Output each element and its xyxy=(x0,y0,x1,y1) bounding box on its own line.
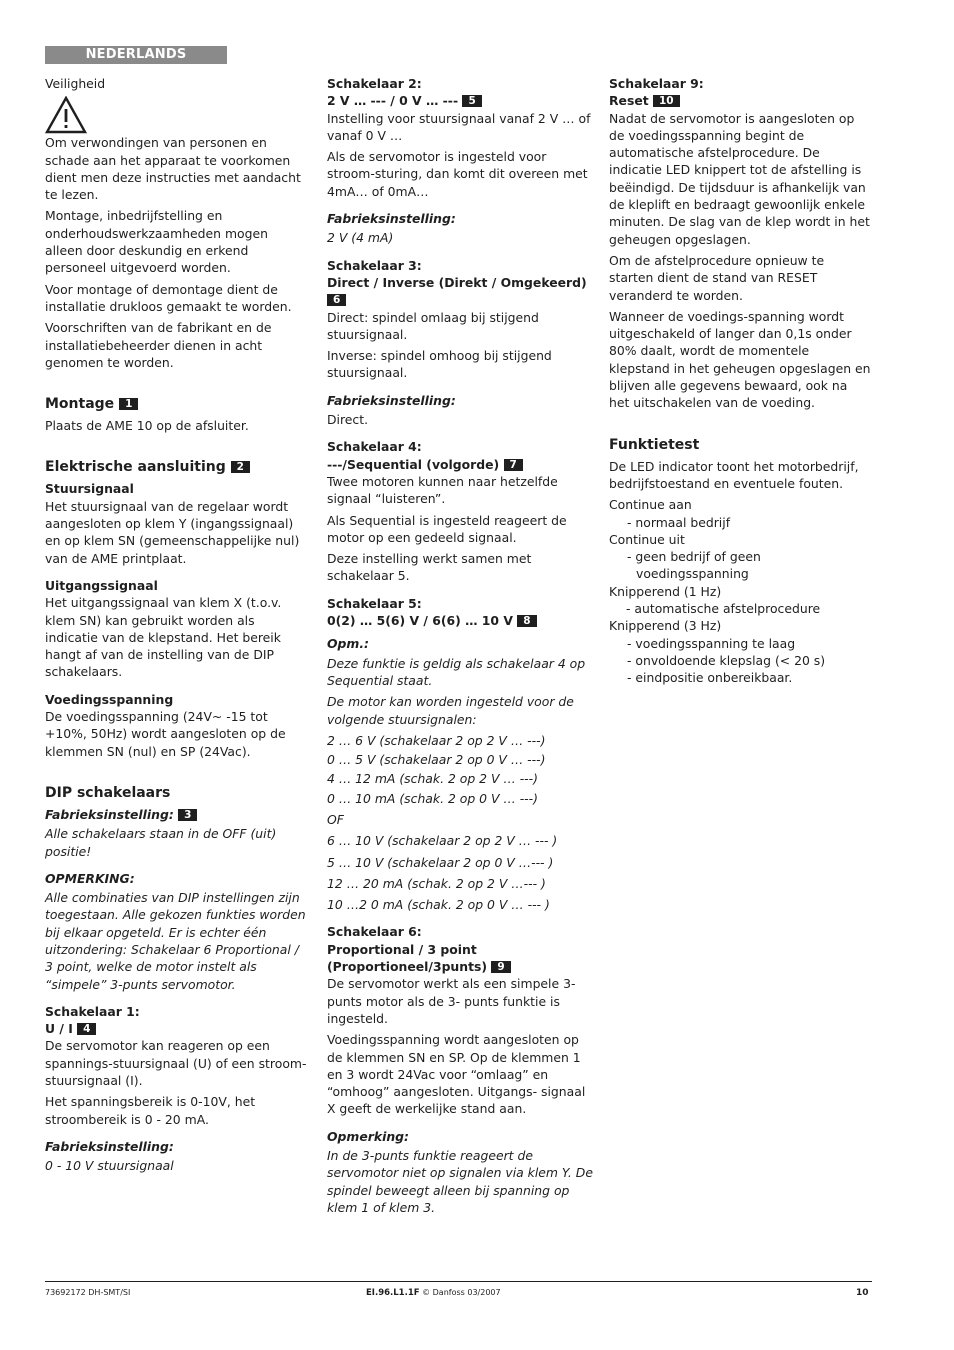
led-state-item: - onvoldoende klepslag (< 20 s) xyxy=(627,652,826,668)
s2-fab-label: Fabrieksinstelling: xyxy=(327,211,456,227)
s6-p1: De servomotor werkt als een simpele 3-punts motor als de 3- punts funktie is ingesteld. xyxy=(327,976,576,1026)
safety-paragraph: Voor montage of demontage dient de installatie drukloos gemaakt te worden. xyxy=(45,281,292,314)
s9-title: Schakelaar 9: xyxy=(609,76,704,91)
s6-opm-text: In de 3-punts funktie reageert de servomotor niet op signalen via klem Y. De spindel beweegt alleen bij spanning op klem 1 of klem 3. xyxy=(327,1148,593,1215)
s1-p1: De servomotor kan reageren op een spannings-stuursignaal (U) of een stroom-stuursignaal (I). xyxy=(45,1038,307,1089)
led-state-item: - normaal bedrijf xyxy=(627,514,731,530)
led-state-label: Knipperend (1 Hz) xyxy=(609,583,722,599)
dip-heading xyxy=(45,784,309,802)
s6-sub1: Proportional / 3 point xyxy=(327,941,477,957)
figure-ref-badge: 5 xyxy=(462,95,481,107)
warning-triangle-icon xyxy=(45,96,87,134)
dip-fab-label: Fabrieksinstelling: 3 xyxy=(45,806,309,823)
montage-text: Plaats de AME 10 op de afsluiter. xyxy=(45,418,249,434)
led-state-item: - geen bedrijf of geen xyxy=(627,549,761,565)
signal-range-item: 0 … 10 mA (schak. 2 op 0 V … ---) xyxy=(327,790,538,806)
func-heading xyxy=(609,436,871,454)
s6-opm-label: Opmerking: xyxy=(327,1128,409,1144)
footer-divider xyxy=(45,1281,872,1282)
s1-fab-text: 0 - 10 V stuursignaal xyxy=(45,1158,174,1174)
column-3 xyxy=(609,75,871,687)
led-state-label: Continue aan xyxy=(609,497,692,513)
montage-heading xyxy=(45,395,309,413)
led-state-item: - voedingsspanning te laag xyxy=(627,635,796,651)
footer-doc-code: 73692172 DH-SMT/SI xyxy=(45,1288,131,1297)
signal-range-item: 12 … 20 mA (schak. 2 op 2 V …--- ) xyxy=(327,875,546,891)
s2-title: Schakelaar 2: xyxy=(327,76,422,91)
s5-title: Schakelaar 5: xyxy=(327,595,422,611)
led-state-label: Knipperend (3 Hz) xyxy=(609,618,722,634)
s1-p2: Het spanningsbereik is 0-10V, het stroombereik is 0 - 20 mA. xyxy=(45,1094,256,1127)
s3-p2: Inverse: spindel omhoog bij stijgend stuursignaal. xyxy=(327,348,552,381)
s3-sub: Direct / Inverse (Direkt / Omgekeerd) 6 xyxy=(327,274,587,307)
stuur-title: Stuursignaal xyxy=(45,481,134,497)
dip-fab-text: Alle schakelaars staan in de OFF (uit) positie! xyxy=(45,826,277,859)
safety-paragraph: Voorschriften van de fabrikant en de installatiebeheerder dienen in acht genomen te worden. xyxy=(45,320,272,370)
opm-label: OPMERKING: xyxy=(45,870,135,886)
s4-sub: ---/Sequential (volgorde) 7 xyxy=(327,456,593,473)
dip-title: DIP schakelaars xyxy=(45,784,171,801)
footer-reference: EI.96.L1.1F © Danfoss 03/2007 xyxy=(366,1288,501,1298)
column-2 xyxy=(327,75,593,1220)
s3-fab-label: Fabrieksinstelling: xyxy=(327,392,456,408)
figure-ref-badge: 3 xyxy=(178,809,197,821)
signal-range-item: 10 …2 0 mA (schak. 2 op 0 V … --- ) xyxy=(327,897,550,913)
stuur-text: Het stuursignaal van de regelaar wordt aangesloten op klem Y (ingangssignaal) en op klem SN (gemeenschappelijke nul) van de AME printplaat. xyxy=(45,498,300,566)
s2-sub: 2 V … --- / 0 V … --- 5 xyxy=(327,92,593,109)
figure-ref-badge: 9 xyxy=(491,961,510,973)
figure-ref-badge: 10 xyxy=(653,95,680,107)
s5-motor-text: De motor kan worden ingesteld voor de volgende stuursignalen: xyxy=(327,694,574,727)
s9-p3: Wanneer de voedings-spanning wordt uitgeschakeld of langer dan 0,1s onder 80% daalt, wordt de momentele klepstand in het geheugen opgeslagen en blijven alle gegevens bewaard, ook na het uitschakelen van de voeding. xyxy=(609,308,871,411)
page-number: 10 xyxy=(856,1288,869,1298)
func-p1: De LED indicator toont het motorbedrijf, bedrijfstoestand en eventuele fouten. xyxy=(609,458,859,491)
opm-text: Alle combinaties van DIP instellingen zijn toegestaan. Alle gekozen funkties worden bij elkaar opgeteld. Er is echter één uitzondering: Schakelaar 6 Proportional / 3 point, welke de motor instelt als “simpele” 3-punts servomotor. xyxy=(45,890,306,992)
s1-sub: U / I 4 xyxy=(45,1020,309,1037)
func-title: Funktietest xyxy=(609,436,700,453)
s1-fab-label: Fabrieksinstelling: xyxy=(45,1138,174,1154)
led-state-item: - automatische afstelprocedure xyxy=(626,601,821,617)
signal-range-item: 5 … 10 V (schakelaar 2 op 0 V …--- ) xyxy=(327,854,554,870)
figure-ref-badge: 6 xyxy=(327,294,346,306)
figure-ref-badge: 2 xyxy=(231,461,250,473)
s4-p2: Als Sequential is ingesteld reageert de motor op een gedeeld signaal. xyxy=(327,512,567,545)
language-header: NEDERLANDS xyxy=(45,46,227,64)
s6-title: Schakelaar 6: xyxy=(327,924,422,940)
s9-p1: Nadat de servomotor is aangesloten op de voedingsspanning begint de automatische afstelprocedure. De indicatie LED knippert tot de afstelling is beëindigd. De tijdsduur is afhankelijk van de kleplift en bedraagt gewoonlijk enkele minuten. De slag van de klep wordt in het geheugen opgeslagen. xyxy=(609,110,870,247)
voed-title: Voedingsspanning xyxy=(45,691,174,707)
column-1 xyxy=(45,75,309,1179)
s1-title: Schakelaar 1: xyxy=(45,1003,140,1019)
s5-sub: 0(2) … 5(6) V / 6(6) … 10 V 8 xyxy=(327,612,593,629)
elec-title: Elektrische aansluiting xyxy=(45,459,226,476)
s2-fab-text: 2 V (4 mA) xyxy=(327,230,394,246)
s5-or: OF xyxy=(327,811,344,827)
s6-p2: Voedingsspanning wordt aangesloten op de klemmen SN en SP. Op de klemmen 1 en 3 wordt 24Vac voor “omlaag” en “omhoog” aangesloten. Uitgangs- signaal X geeft de werkelijke stand aan. xyxy=(327,1032,586,1117)
signal-range-item: 2 … 6 V (schakelaar 2 op 2 V … ---) xyxy=(327,732,546,748)
montage-title: Montage xyxy=(45,396,115,413)
figure-ref-badge: 7 xyxy=(504,459,523,471)
uitg-text: Het uitgangssignaal van klem X (t.o.v. klem SN) kan gebruikt worden als indicatie van de klepstand. Het bereik hangt af van de instelling van de DIP schakelaars. xyxy=(45,595,282,680)
led-state-item: - eindpositie onbereikbaar. xyxy=(627,670,793,686)
signal-range-item: 0 … 5 V (schakelaar 2 op 0 V … ---) xyxy=(327,752,546,768)
elec-heading xyxy=(45,458,309,476)
s2-p2: Als de servomotor is ingesteld voor stroom-sturing, dan komt dit overeen met 4mA… of 0mA… xyxy=(327,149,588,199)
s9-sub: Reset 10 xyxy=(609,92,871,109)
signal-range-item: 6 … 10 V (schakelaar 2 op 2 V … --- ) xyxy=(327,833,558,849)
s4-title: Schakelaar 4: xyxy=(327,439,422,455)
safety-title: Veiligheid xyxy=(45,76,106,91)
s3-p1: Direct: spindel omlaag bij stijgend stuursignaal. xyxy=(327,309,539,342)
s4-p1: Twee motoren kunnen naar hetzelfde signaal “luisteren”. xyxy=(327,473,558,507)
uitg-title: Uitgangssignaal xyxy=(45,577,158,593)
figure-ref-badge: 8 xyxy=(517,615,536,627)
s5-opm-label: Opm.: xyxy=(327,636,369,652)
signal-range-item: 4 … 12 mA (schak. 2 op 2 V … ---) xyxy=(327,771,538,787)
s2-p1: Instelling voor stuursignaal vanaf 2 V … of vanaf 0 V … xyxy=(327,110,591,143)
s5-opm-text: Deze funktie is geldig als schakelaar 4 op Sequential staat. xyxy=(327,655,586,688)
figure-ref-badge: 1 xyxy=(119,398,138,410)
s3-fab-text: Direct. xyxy=(327,412,369,428)
led-state-label: Continue uit xyxy=(609,531,685,547)
s9-p2: Om de afstelprocedure opnieuw te starten dient de stand van RESET veranderd te worden. xyxy=(609,252,825,303)
safety-paragraph: Montage, inbedrijfstelling en onderhoudswerkzaamheden mogen alleen door deskundig en erkend personeel uitgevoerd worden. xyxy=(45,208,268,276)
figure-ref-badge: 4 xyxy=(77,1023,96,1035)
s4-p3: Deze instelling werkt samen met schakelaar 5. xyxy=(327,551,532,584)
safety-paragraph: Om verwondingen van personen en schade aan het apparaat te voorkomen dient men deze instructies met aandacht te lezen. xyxy=(45,135,301,203)
s3-title: Schakelaar 3: xyxy=(327,257,422,273)
s6-sub2: (Proportioneel/3punts) 9 xyxy=(327,958,593,975)
voed-text: De voedingsspanning (24V~ -15 tot +10%, 50Hz) wordt aangesloten op de klemmen SN (nul) en SP (24Vac). xyxy=(45,709,286,759)
led-state-item: voedingsspanning xyxy=(636,566,749,582)
